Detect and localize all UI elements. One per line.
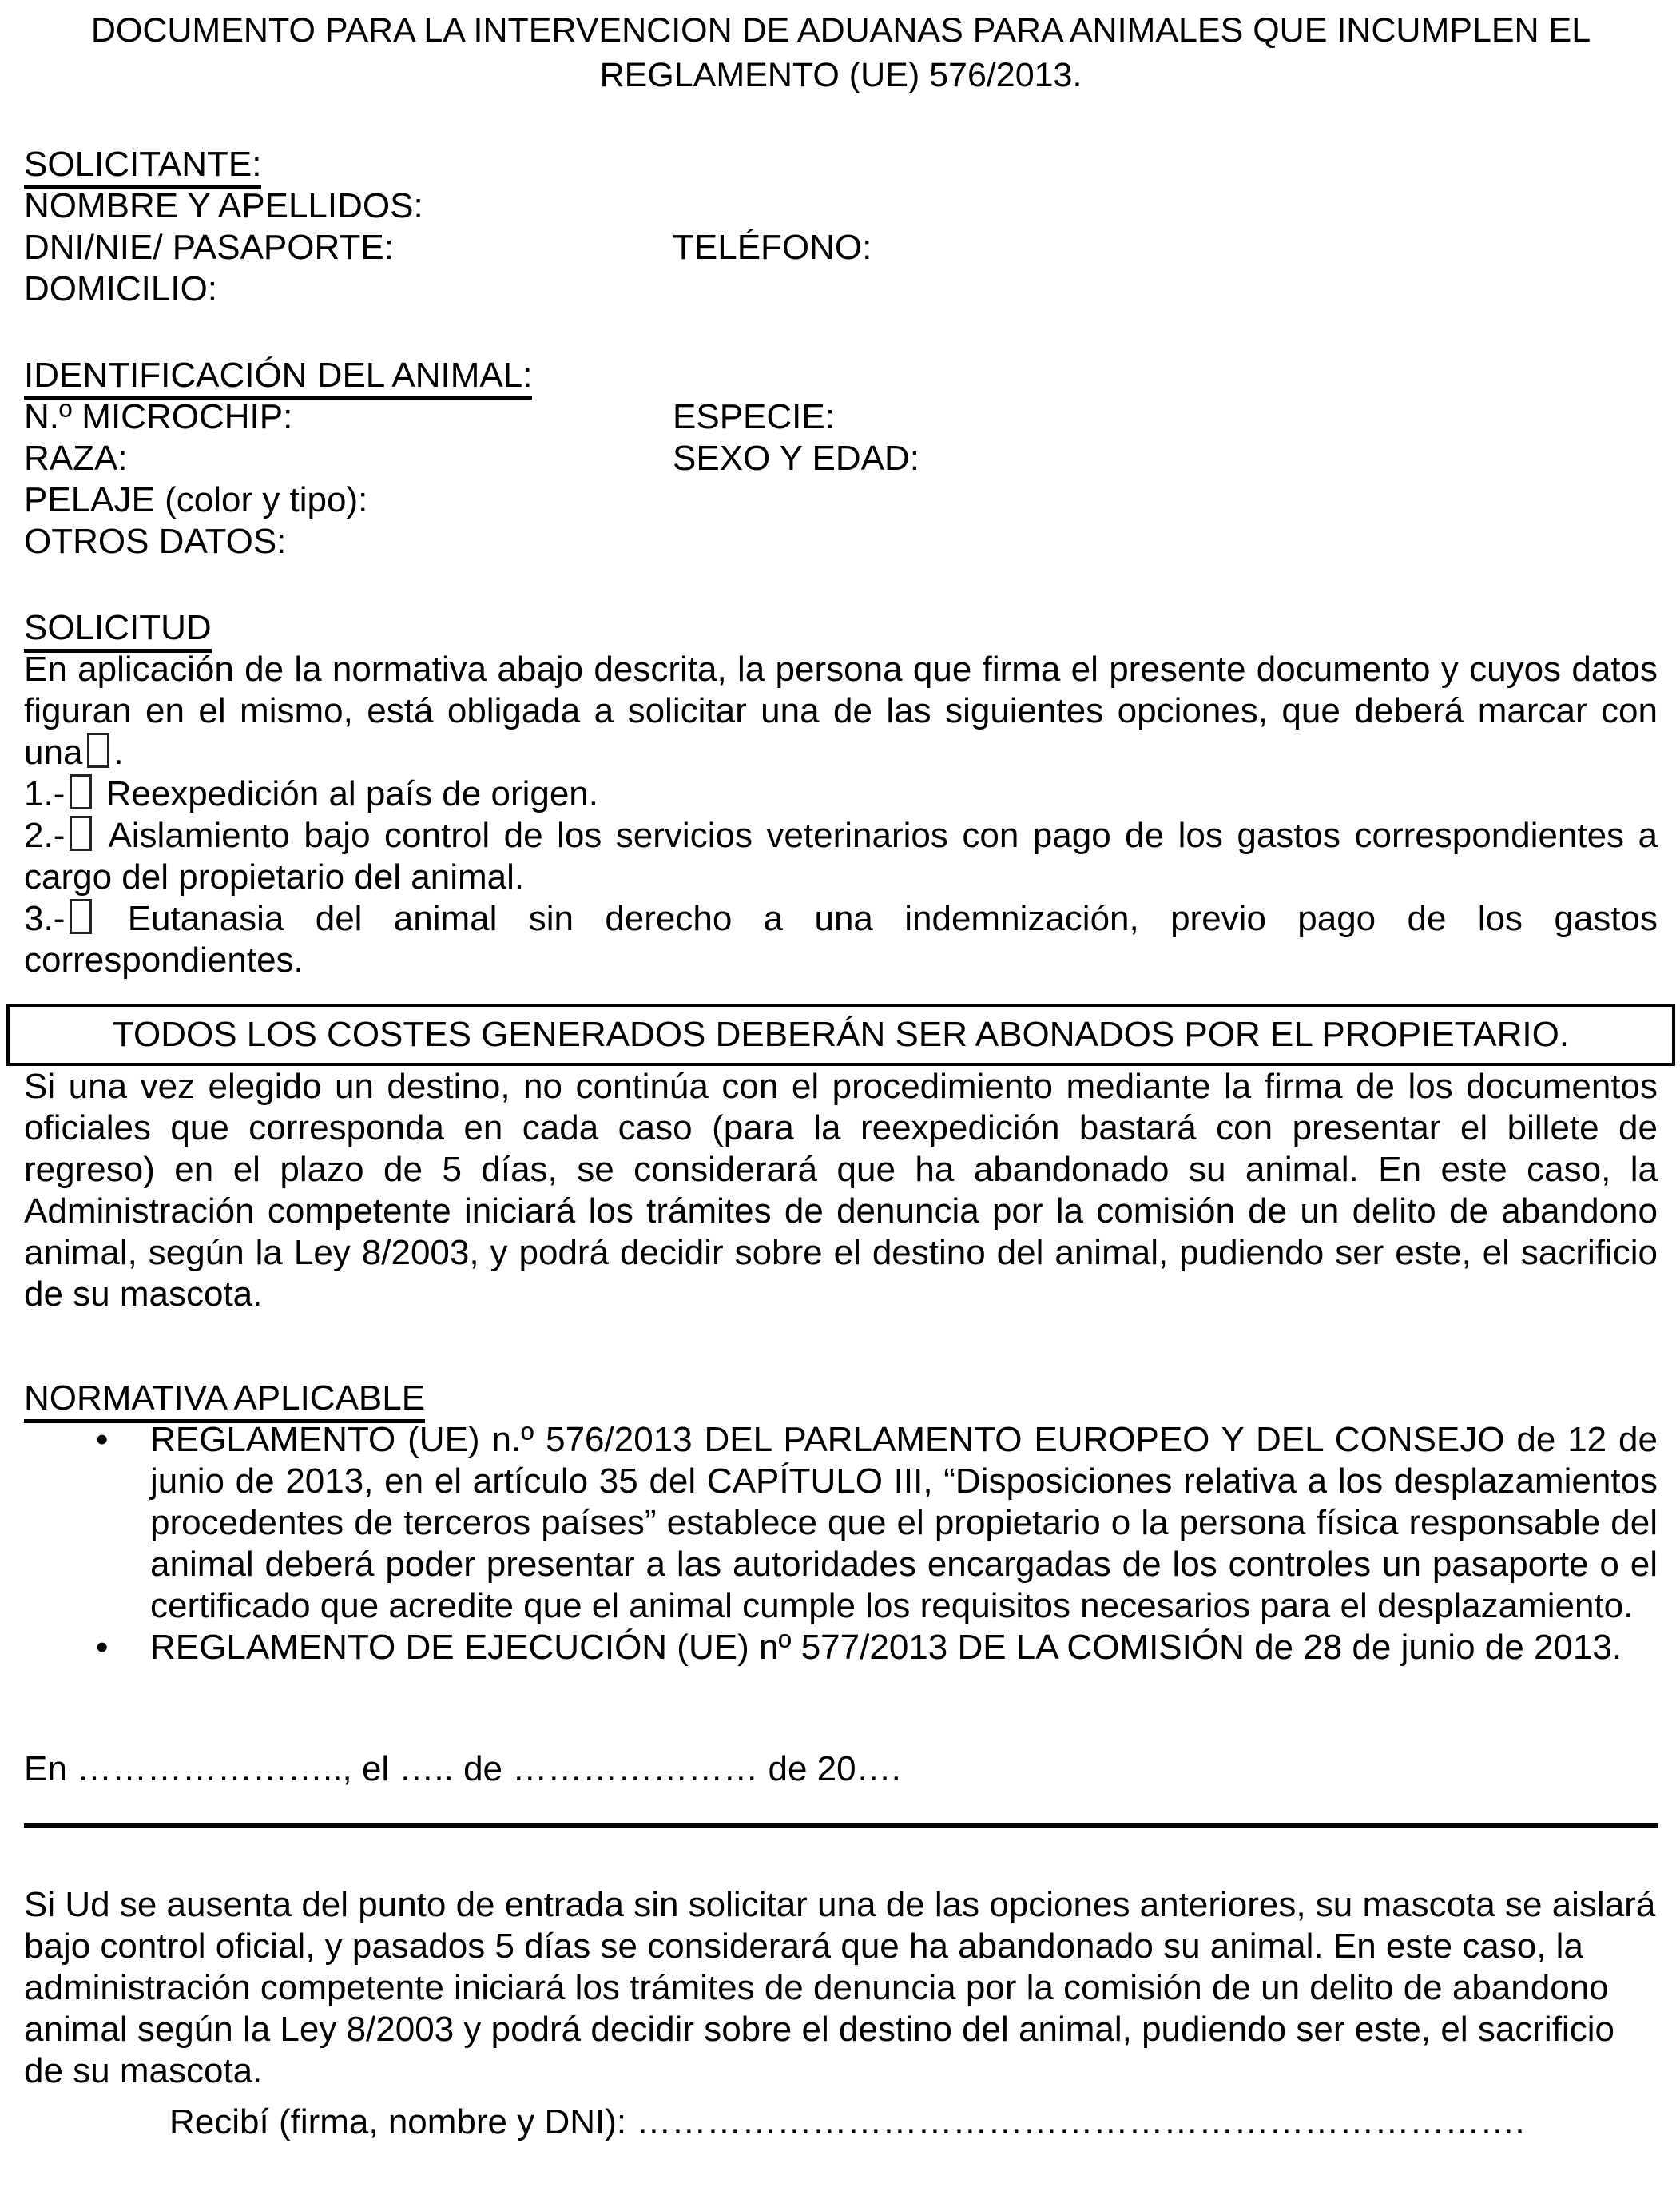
normativa-heading: NORMATIVA APLICABLE [24, 1378, 425, 1423]
bullet-icon: • [96, 1628, 109, 1667]
especie-label: ESPECIE: [673, 397, 835, 436]
section-solicitud [24, 607, 1658, 981]
nombre-apellidos-row [24, 185, 1658, 227]
document-title-line1: DOCUMENTO PARA LA INTERVENCION DE ADUANAS PARA ANIMALES QUE INCUMPLEN EL [90, 11, 1591, 50]
nombre-apellidos-label: NOMBRE Y APELLIDOS: [24, 186, 423, 225]
solicitud-intro-text: En aplicación de la normativa abajo descrita, la persona que firma el presente documento y cuyos datos figuran en el mismo, está obligada a solicitar una de las siguientes opciones, que deberá marcar con una [24, 650, 1658, 772]
option-3-number: 3.- [24, 899, 66, 938]
otros-datos-label: OTROS DATOS: [24, 522, 287, 561]
normativa-bullet-2-text: REGLAMENTO DE EJECUCIÓN (UE) nº 577/2013 DE LA COMISIÓN de 28 de junio de 2013. [150, 1628, 1622, 1667]
option-2-label: Aislamiento bajo control de los servicios veterinarios con pago de los gastos correspondientes a cargo del propietario del animal. [24, 816, 1658, 897]
document-title-line2: REGLAMENTO (UE) 576/2013. [599, 56, 1082, 94]
identificacion-heading-row [24, 355, 1658, 396]
section-identificacion [24, 355, 1658, 563]
pelaje-row [24, 479, 1658, 521]
option-row-3 [24, 898, 1658, 981]
raza-label: RAZA: [24, 439, 128, 478]
dni-telefono-row [24, 227, 1658, 268]
option-1-checkbox-icon[interactable] [70, 774, 92, 809]
microchip-especie-row [24, 396, 1658, 438]
footer-warning-paragraph: Si Ud se ausenta del punto de entrada sin solicitar una de las opciones anteriores, su mascota se aislará bajo control oficial, y pasados 5 días se considerará que ha abandonado su animal. En este caso, la administración competente iniciará los trámites de denuncia por la comisión de un delito de abandono animal según la Ley 8/2003 y podrá decidir sobre el destino del animal, pudiendo ser este, el sacrificio de su mascota. [24, 1885, 1656, 2090]
costs-banner [6, 1004, 1675, 1066]
raza-sexo-row [24, 438, 1658, 479]
bullet-icon: • [96, 1420, 109, 1459]
abandonment-warning-paragraph: Si una vez elegido un destino, no continúa con el procedimiento mediante la firma de los documentos oficiales que corresponda en cada caso (para la reexpedición bastará con presentar el billete de regreso) en el plazo de 5 días, se considerará que ha abandonado su animal. En este caso, la Administración competente iniciará los trámites de denuncia por la comisión de un delito de abandono animal, según la Ley 8/2003, y podrá decidir sobre el destino del animal, pudiendo ser este, el sacrificio de su mascota. [24, 1067, 1658, 1314]
solicitante-heading: SOLICITANTE: [24, 145, 261, 189]
option-row-1 [24, 773, 1658, 815]
solicitante-heading-row [24, 144, 1658, 185]
option-1-label: Reexpedición al país de origen. [105, 774, 599, 813]
costs-banner-text: TODOS LOS COSTES GENERADOS DEBERÁN SER ABONADOS POR EL PROPIETARIO. [112, 1015, 1570, 1054]
section-normativa [24, 1378, 1658, 1668]
section-solicitante [24, 144, 1658, 310]
solicitud-intro-period: . [113, 733, 124, 772]
date-fill-in-line: En ………………….., el ….. de ………………… de 20…. [24, 1749, 901, 1788]
dni-pasaporte-label: DNI/NIE/ PASAPORTE: [24, 228, 394, 267]
sexo-edad-label: SEXO Y EDAD: [673, 439, 919, 478]
solicitud-heading-row [24, 607, 1658, 649]
identificacion-heading: IDENTIFICACIÓN DEL ANIMAL: [24, 356, 532, 400]
option-row-2 [24, 815, 1658, 898]
telefono-label: TELÉFONO: [673, 228, 872, 267]
domicilio-label: DOMICILIO: [24, 269, 218, 308]
normativa-bullet-2 [96, 1627, 1658, 1668]
option-3-checkbox-icon[interactable] [70, 899, 92, 934]
normativa-heading-row [24, 1378, 1658, 1419]
option-2-checkbox-icon[interactable] [70, 816, 92, 851]
checkbox-icon [87, 733, 109, 768]
section-divider [24, 1823, 1658, 1828]
recibi-signature-line: Recibí (firma, nombre y DNI): …………………………………………………………………. [169, 2102, 1525, 2141]
option-3-label: Eutanasia del animal sin derecho a una indemnización, previo pago de los gastos correspondientes. [24, 899, 1658, 980]
solicitud-intro [24, 649, 1658, 773]
solicitud-heading: SOLICITUD [24, 608, 212, 653]
domicilio-row [24, 268, 1658, 310]
option-2-number: 2.- [24, 816, 66, 855]
microchip-label: N.º MICROCHIP: [24, 397, 293, 436]
otros-datos-row [24, 521, 1658, 563]
pelaje-label: PELAJE (color y tipo): [24, 480, 368, 519]
option-1-number: 1.- [24, 774, 66, 813]
normativa-bullet-1-text: REGLAMENTO (UE) n.º 576/2013 DEL PARLAMENTO EUROPEO Y DEL CONSEJO de 12 de junio de 2013, en el artículo 35 del CAPÍTULO III, “Disposiciones relativa a los desplazamientos procedentes de terceros países” establece que el propietario o la persona física responsable del animal deberá poder presentar a las autoridades encargadas de los controles un pasaporte o el certificado que acredite que el animal cumple los requisitos necesarios para el desplazamiento. [150, 1420, 1658, 1625]
document-title [24, 8, 1658, 97]
normativa-bullet-1 [96, 1419, 1658, 1627]
